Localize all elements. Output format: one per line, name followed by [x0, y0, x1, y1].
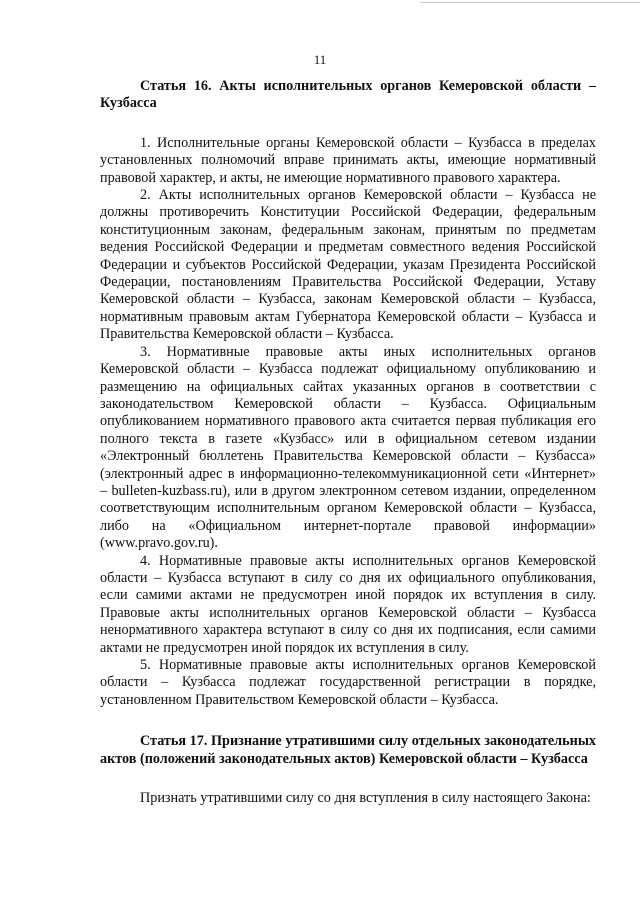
article-17-paragraph-1: Признать утратившими силу со дня вступления в силу настоящего Закона:	[140, 790, 591, 807]
article-17-title: Статья 17. Признание утратившими силу отдельных законодательных актов (положений законодательных актов) Кемеровской области – Кузбасса	[100, 733, 596, 767]
article-16-paragraph-1: 1. Исполнительные органы Кемеровской области – Кузбасса в пределах установленных полномочий вправе принимать акты, имеющие нормативный правовой характер, и акты, не имеющие нормативного правового характера.	[100, 134, 596, 186]
document-body	[100, 78, 596, 807]
article-16-paragraph-4: 4. Нормативные правовые акты исполнительных органов Кемеровской области – Кузбасса вступают в силу со дня их официального опубликования, если самими актами не предусмотрен иной порядок их вступления в силу. Правовые акты исполнительных органов Кемеровской области – Кузбасса ненормативного характера вступают в силу со дня их подписания, если самими актами не предусмотрен иной порядок их вступления в силу.	[100, 552, 596, 656]
article-16-title: Статья 16. Акты исполнительных органов Кемеровской области – Кузбасса	[100, 78, 596, 112]
top-edge-line	[420, 2, 640, 3]
article-16-paragraph-5: 5. Нормативные правовые акты исполнительных органов Кемеровской области – Кузбасса подлежат государственной регистрации в порядке, установленном Правительством Кемеровской области – Кузбасса.	[100, 657, 596, 708]
page-number: 11	[313, 52, 327, 67]
article-16-paragraph-3: 3. Нормативные правовые акты иных исполнительных органов Кемеровской области – Кузбасса подлежат официальному опубликованию и размещению на официальных сайтах указанных органов в соответствии с законодательством Кемеровской области – Кузбасса. Официальным опубликованием нормативного правового акта считается первая публикация его полного текста в газете «Кузбасс» или в официальном сетевом издании «Электронный бюллетень Правительства Кемеровской области – Кузбасса» (электронный адрес в информационно-телекоммуникационной сети «Интернет» – bulleten-kuzbass.ru), или в другом электронном сетевом издании, определенном соответствующим исполнительным органом Кемеровской области – Кузбасса, либо на «Официальном интернет-портале правовой информации» (www.pravo.gov.ru).	[100, 343, 596, 552]
article-16-paragraph-2: 2. Акты исполнительных органов Кемеровской области – Кузбасса не должны противоречить Конституции Российской Федерации, федеральным конституционным законам, федеральным законам, принятым по предметам ведения Российской Федерации и предметам совместного ведения Российской Федерации и субъектов Российской Федерации, указам Президента Российской Федерации, постановлениям Правительства Российской Федерации, Уставу Кемеровской области – Кузбасса, законам Кемеровской области – Кузбасса, нормативным правовым актам Губернатора Кемеровской области – Кузбасса и Правительства Кемеровской области – Кузбасса.	[100, 187, 596, 343]
